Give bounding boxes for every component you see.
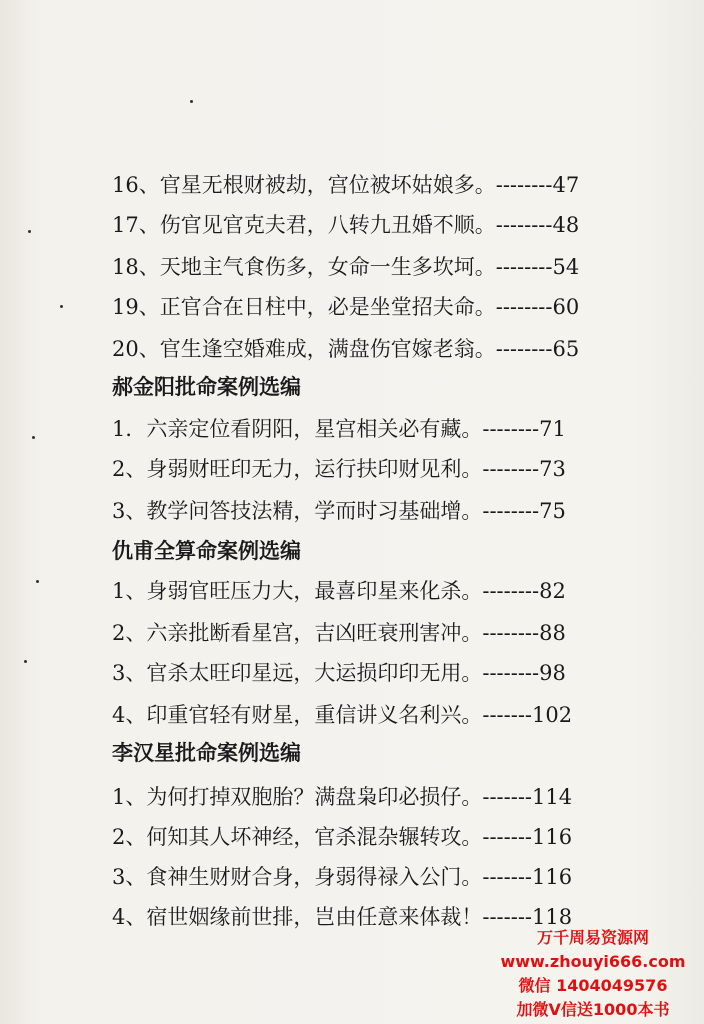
entry-leader: -------- <box>482 457 540 481</box>
toc-entry <box>112 412 652 446</box>
toc-entry <box>112 616 652 650</box>
toc-entry <box>112 332 652 366</box>
entry-page: 82 <box>539 579 566 603</box>
entry-page: 65 <box>552 337 580 361</box>
section-heading: 仇甫全算命案例选编 <box>112 539 301 563</box>
entry-page: 116 <box>532 825 573 849</box>
entry-leader: -------- <box>482 621 540 645</box>
entry-text: 16、官星无根财被劫，宫位被坏姑娘多。 <box>112 173 496 197</box>
watermark-line: 微信 1404049576 <box>518 976 668 995</box>
entry-page: 60 <box>552 295 580 319</box>
entry-leader: -------- <box>495 295 553 319</box>
entry-text: 19、正官合在日柱中，必是坐堂招夫命。 <box>112 295 496 319</box>
entry-page: 88 <box>539 621 566 645</box>
entry-text: 4、宿世姻缘前世排，岂由任意来体裁！ <box>112 905 483 929</box>
entry-text: 3、食神生财财合身，身弱得禄入公门。 <box>112 865 483 889</box>
entry-leader: -------- <box>482 417 540 441</box>
entry-text: 3、教学问答技法精，学而时习基础增。 <box>112 499 483 523</box>
entry-text: 1．六亲定位看阴阳，星宫相关必有藏。 <box>112 417 483 441</box>
entry-text: 2、六亲批断看星宫，吉凶旺衰刑害冲。 <box>112 621 483 645</box>
toc-entry <box>112 452 652 486</box>
entry-page: 71 <box>539 417 566 441</box>
entry-leader: -------- <box>482 661 540 685</box>
entry-text: 2、何知其人坏神经，官杀混杂辗转攻。 <box>112 825 483 849</box>
entry-text: 17、伤官见官克夫君，八转九丑婚不顺。 <box>112 213 496 237</box>
paper-speck <box>28 230 31 233</box>
entry-leader: ------- <box>482 825 533 849</box>
entry-leader: -------- <box>482 499 540 523</box>
entry-leader: ------- <box>482 703 533 727</box>
entry-leader: -------- <box>495 255 553 279</box>
entry-text: 3、官杀太旺印星远，大运损印印无用。 <box>112 661 483 685</box>
entry-text: 4、印重官轻有财星，重信讲义名利兴。 <box>112 703 483 727</box>
entry-page: 54 <box>552 255 580 279</box>
toc-entry <box>112 574 652 608</box>
entry-page: 116 <box>532 865 573 889</box>
entry-leader: -------- <box>482 579 540 603</box>
section-heading: 李汉星批命案例选编 <box>112 741 301 765</box>
entry-text: 1、身弱官旺压力大，最喜印星来化杀。 <box>112 579 483 603</box>
paper-speck <box>190 100 193 103</box>
watermark-line: 万千周易资源网 <box>536 928 649 947</box>
entry-page: 118 <box>532 905 573 929</box>
entry-text: 1、为何打掉双胞胎？满盘枭印必损仔。 <box>112 785 483 809</box>
toc-entry <box>112 208 652 242</box>
entry-page: 73 <box>539 457 566 481</box>
paper-speck <box>24 660 27 663</box>
toc-entry <box>112 780 652 814</box>
toc-entry <box>112 698 652 732</box>
entry-text: 20、官生逢空婚难成，满盘伤官嫁老翁。 <box>112 337 496 361</box>
paper-speck <box>60 305 63 308</box>
toc-entry <box>112 656 652 690</box>
entry-page: 114 <box>532 785 573 809</box>
entry-page: 47 <box>552 173 580 197</box>
entry-page: 102 <box>532 703 573 727</box>
toc-entry <box>112 860 652 894</box>
entry-page: 75 <box>539 499 566 523</box>
entry-leader: -------- <box>495 173 553 197</box>
entry-leader: -------- <box>495 337 553 361</box>
watermark-line: 加微V信送1000本书 <box>516 1000 670 1019</box>
entry-leader: ------- <box>482 785 533 809</box>
paper-speck <box>36 580 39 583</box>
entry-page: 98 <box>539 661 566 685</box>
section-heading: 郝金阳批命案例选编 <box>112 375 301 399</box>
entry-text: 18、天地主气食伤多，女命一生多坎坷。 <box>112 255 496 279</box>
watermark-line: www.zhouyi666.com <box>500 952 686 971</box>
toc-entry <box>112 494 652 528</box>
paper-speck <box>32 436 35 439</box>
entry-page: 48 <box>552 213 580 237</box>
watermark <box>488 926 698 1022</box>
entry-text: 2、身弱财旺印无力，运行扶印财见利。 <box>112 457 483 481</box>
entry-leader: ------- <box>482 865 533 889</box>
entry-leader: ------- <box>482 905 533 929</box>
toc-entry <box>112 250 652 284</box>
toc-entry <box>112 168 652 202</box>
toc-entry <box>112 820 652 854</box>
entry-leader: -------- <box>495 213 553 237</box>
toc-entry <box>112 290 652 324</box>
